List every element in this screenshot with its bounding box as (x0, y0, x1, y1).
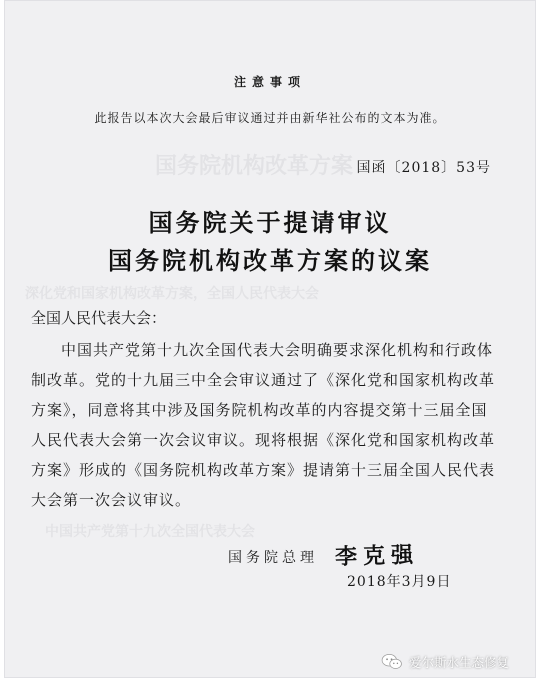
notice-title: 注意事项 (233, 75, 306, 89)
document-date: 2018年3月9日 (347, 574, 452, 590)
document-page (4, 0, 536, 678)
document-title-line-2: 国务院机构改革方案的议案 (108, 246, 432, 275)
watermark (381, 651, 509, 673)
document-title-line-1: 国务院关于提请审议 (148, 208, 392, 237)
body-paragraph: 中国共产党第十九次全国代表大会明确要求深化机构和行政体制改革。党的十九届三中全会审议通过了《深化党和国家机构改革方案》，同意将其中涉及国务院机构改革的内容提交第十三届全国人民代表大会第一次会议审议。现将根据《深化党和国家机构改革方案》形成的《国务院机构改革方案》提请第十三届全国人民代表大会第一次会议审议。 (31, 341, 496, 509)
notice-text: 此报告以本次大会最后审议通过并由新华社公布的文本为准。 (94, 111, 446, 125)
signature-name: 李克强 (334, 541, 420, 571)
bleed-through-text: 国务院机构改革方案 (155, 153, 354, 179)
document-number: 国函〔2018〕53号 (356, 160, 491, 176)
bleed-through-text: 中国共产党第十九次全国代表大会 (45, 524, 255, 540)
signature-title: 国务院总理 (228, 550, 318, 566)
bleed-through-text: 深化党和国家机构改革方案，全国人民代表大会 (25, 286, 319, 302)
watermark-text: 爱尔斯水生态修复 (409, 655, 510, 670)
salutation: 全国人民代表大会： (31, 309, 167, 327)
wechat-icon (381, 653, 403, 671)
